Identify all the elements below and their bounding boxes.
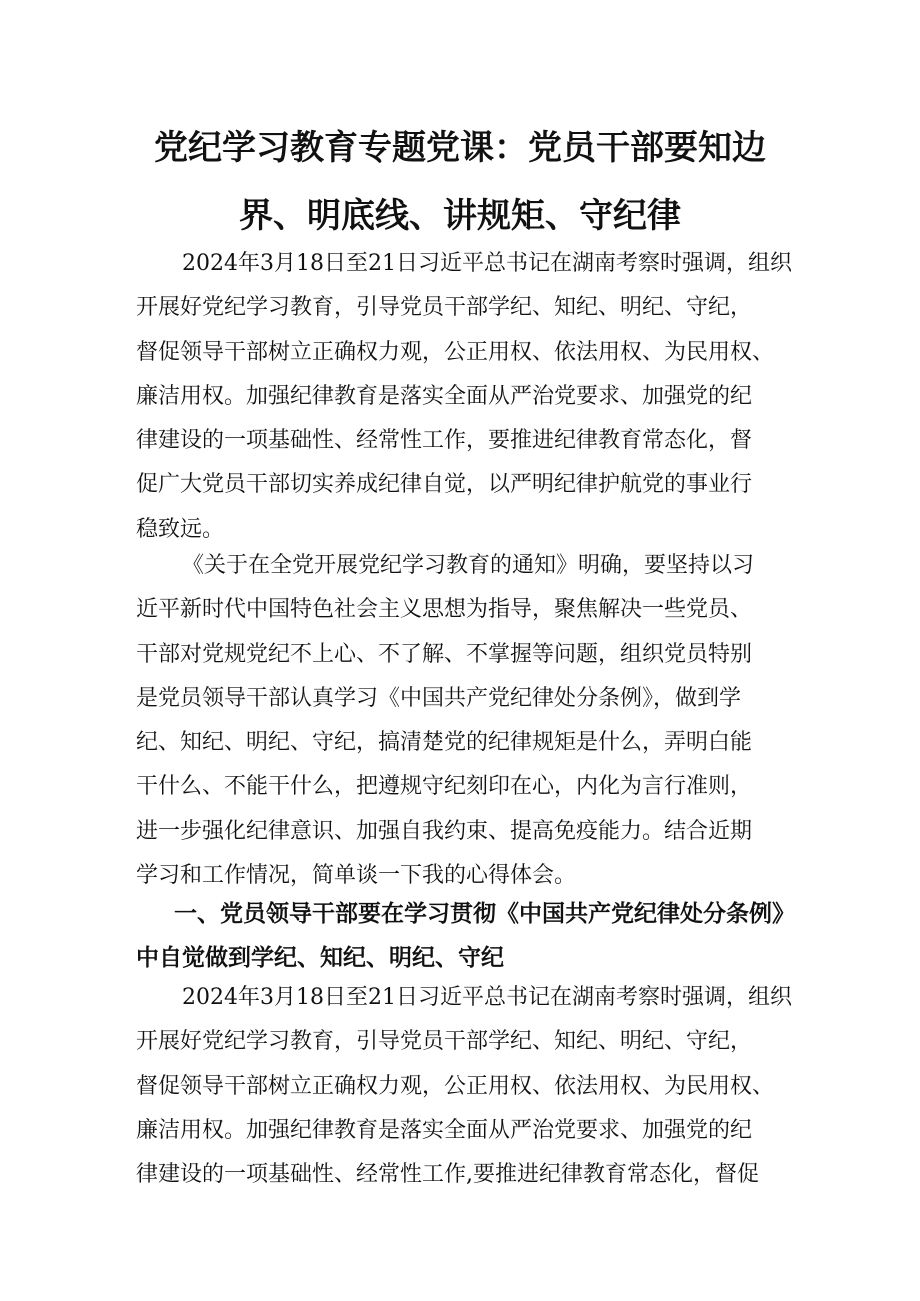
paragraph-1 <box>136 242 796 552</box>
paragraph-2 <box>136 544 796 898</box>
paragraph-line: 学习和工作情况，简单谈一下我的心得体会。 <box>136 863 577 889</box>
paragraph-line: 稳致远。 <box>136 516 225 542</box>
paragraph-line: 廉洁用权。加强纪律教育是落实全面从严治党要求、加强党的纪 <box>136 383 753 409</box>
section-heading-line-1: 一、党员领导干部要在学习贯彻《中国共产党纪律处分条例》 <box>174 901 795 927</box>
paragraph-line: 促广大党员干部切实养成纪律自觉，以严明纪律护航党的事业行 <box>136 472 753 498</box>
paragraph-line: 干什么、不能干什么，把遵规守纪刻印在心，内化为言行准则， <box>136 774 753 800</box>
paragraph-line: 督促领导干部树立正确权力观，公正用权、依法用权、为民用权、 <box>136 339 775 365</box>
paragraph-line: 2024年3月18日至21日习近平总书记在湖南考察时强调，组织 <box>182 985 792 1010</box>
paragraph-line: 进一步强化纪律意识、加强自我约束、提高免疫能力。结合近期 <box>136 818 753 844</box>
paragraph-line: 廉洁用权。加强纪律教育是落实全面从严治党要求、加强党的纪 <box>136 1117 753 1143</box>
paragraph-line: 开展好党纪学习教育，引导党员干部学纪、知纪、明纪、守纪， <box>136 1029 753 1055</box>
paragraph-line: 干部对党规党纪不上心、不了解、不掌握等问题，组织党员特别 <box>136 641 753 667</box>
document-title-line-2: 界、明底线、讲规矩、守纪律 <box>239 196 681 236</box>
document-title-line-1: 党纪学习教育专题党课：党员干部要知边 <box>154 128 766 168</box>
paragraph-3 <box>136 976 796 1197</box>
paragraph-line: 纪、知纪、明纪、守纪，搞清楚党的纪律规矩是什么，弄明白能 <box>136 730 753 756</box>
paragraph-line: 《关于在全党开展党纪学习教育的通知》明确，要坚持以习 <box>182 553 755 578</box>
paragraph-line: 律建设的一项基础性、经常性工作，要推进纪律教育常态化，督 <box>136 428 753 454</box>
section-heading-line-2: 中自觉做到学纪、知纪、明纪、守纪 <box>136 945 504 971</box>
section-heading-1 <box>136 892 816 980</box>
paragraph-line: 是党员领导干部认真学习《中国共产党纪律处分条例》，做到学 <box>136 685 742 711</box>
paragraph-line: 近平新时代中国特色社会主义思想为指导，聚焦解决一些党员、 <box>136 597 753 623</box>
paragraph-line: 2024年3月18日至21日习近平总书记在湖南考察时强调，组织 <box>182 251 792 276</box>
paragraph-line: 督促领导干部树立正确权力观，公正用权、依法用权、为民用权、 <box>136 1073 775 1099</box>
paragraph-line: 律建设的一项基础性、经常性工作,要推进纪律教育常态化，督促 <box>136 1162 759 1188</box>
paragraph-line: 开展好党纪学习教育，引导党员干部学纪、知纪、明纪、守纪， <box>136 295 753 321</box>
